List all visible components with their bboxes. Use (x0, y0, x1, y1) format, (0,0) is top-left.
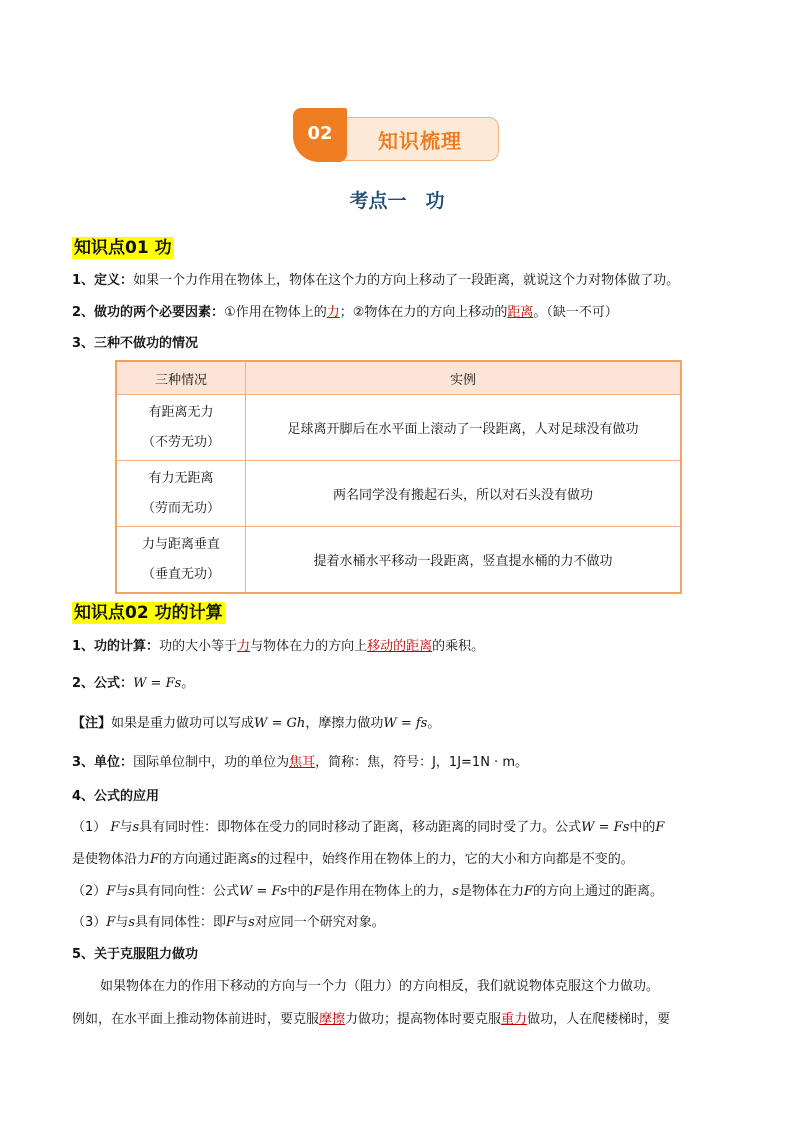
calc5: 5、关于克服阻力做功 (72, 947, 199, 962)
table-cell: 有力无距离 （劳而无功） (116, 461, 246, 527)
table-cell: 有距离无力 （不劳无功） (116, 395, 246, 461)
table-header-cell: 实例 (246, 361, 682, 395)
table-header-row (116, 361, 681, 395)
kp1-heading-text: 知识点01 功 (74, 238, 172, 258)
section-badge-number-box (293, 108, 347, 162)
calc2: 2、公式：W = Fs。 (72, 676, 195, 691)
kp1-heading (72, 233, 174, 258)
kp2-heading (72, 598, 225, 623)
para2: 例如，在水平面上推动物体前进时，要克服摩擦力做功；提高物体时要克服重力做功，人在爬楼梯时，要 (72, 1012, 671, 1027)
item1: 1、定义：如果一个力作用在物体上，物体在这个力的方向上移动了一段距离，就说这个力对物体做了功。 (72, 273, 680, 288)
table-row (116, 527, 681, 594)
kp2-heading-text: 知识点02 功的计算 (74, 603, 223, 623)
calc3: 3、单位：国际单位制中，功的单位为焦耳，简称：焦，符号：J，1J=1N · m。 (72, 755, 528, 770)
item3: 3、三种不做功的情况 (72, 336, 199, 351)
section-badge-number: 02 (307, 123, 333, 144)
app3: （3）F与s具有同体性：即F与s对应同一个研究对象。 (72, 915, 385, 930)
para1: 如果物体在力的作用下移动的方向与一个力（阻力）的方向相反，我们就说物体克服这个力做功。 (100, 979, 660, 994)
calc4: 4、公式的应用 (72, 789, 160, 804)
section-badge (293, 108, 499, 164)
section-badge-tab (337, 117, 499, 161)
table-cell: 力与距离垂直 （垂直无功） (116, 527, 246, 594)
table-header-cell: 三种情况 (116, 361, 246, 395)
page-title: 考点一 功 (349, 190, 445, 212)
section-badge-label: 知识梳理 (378, 129, 462, 153)
no-work-table (115, 360, 682, 594)
table-row (116, 395, 681, 461)
table-cell: 两名同学没有搬起石头，所以对石头没有做功 (246, 461, 682, 527)
app1b: 是使物体沿力F的方向通过距离s的过程中，始终作用在物体上的力，它的大小和方向都是不变的。 (72, 852, 634, 867)
table-cell: 足球离开脚后在水平面上滚动了一段距离，人对足球没有做功 (246, 395, 682, 461)
app2: （2）F与s具有同向性：公式W = Fs中的F是作用在物体上的力，s是物体在力F的方向上通过的距离。 (72, 884, 664, 899)
item2: 2、做功的两个必要因素：①作用在物体上的力；②物体在力的方向上移动的距离。（缺一不可） (72, 305, 618, 320)
table-row (116, 461, 681, 527)
table-cell: 提着水桶水平移动一段距离，竖直提水桶的力不做功 (246, 527, 682, 594)
calc1: 1、功的计算：功的大小等于力与物体在力的方向上移动的距离的乘积。 (72, 639, 485, 654)
app1: （1） F与s具有同时性：即物体在受力的同时移动了距离，移动距离的同时受了力。公式W = Fs中的F (72, 820, 665, 835)
note: 【注】如果是重力做功可以写成W = Gh，摩擦力做功W = fs。 (72, 716, 441, 731)
